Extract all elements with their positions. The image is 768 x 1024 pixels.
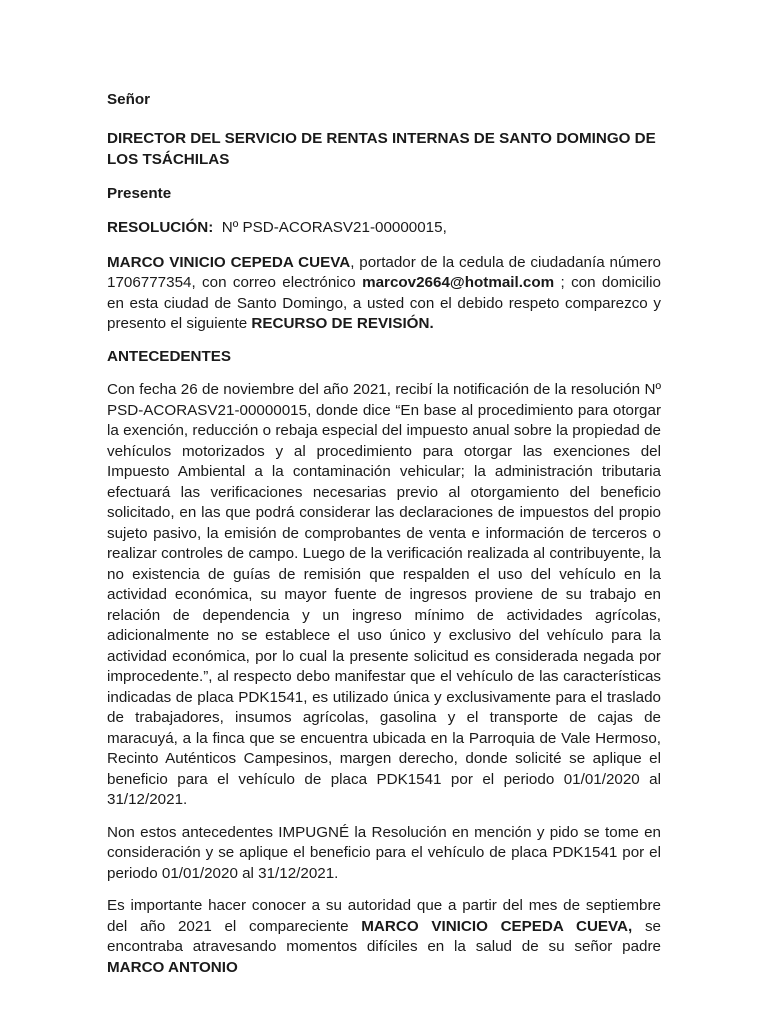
email-address: marcov2664@hotmail.com: [362, 274, 555, 291]
father-name: MARCO ANTONIO: [107, 958, 238, 976]
intro-paragraph: [107, 253, 661, 335]
resolution-reference: [107, 218, 661, 239]
intro-text-1: , portador de la cedula de ciudadanía número 1706777354, con correo electrónico: [107, 253, 661, 291]
paragraph-3-name: MARCO VINICIO CEPEDA CUEVA,: [361, 917, 633, 935]
section-heading-antecedentes: ANTECEDENTES: [107, 347, 232, 365]
letter-body: [107, 90, 661, 990]
resolution-label: RESOLUCIÓN:: [107, 219, 214, 236]
recurso-label: RECURSO DE REVISIÓN.: [251, 315, 434, 332]
addressee: DIRECTOR DEL SERVICIO DE RENTAS INTERNAS DE SANTO DOMINGO DE LOS TSÁCHILAS: [107, 129, 656, 168]
paragraph-3-text-2: se encontraba atravesando momentos difíciles en la salud de su señor padre: [107, 917, 661, 955]
presente: Presente: [107, 184, 172, 202]
antecedentes-paragraph-1: Con fecha 26 de noviembre del año 2021, recibí la notificación de la resolución Nº PSD-ACORASV21-00000015, donde dice “En base al procedimiento para otorgar la exención, reducción o rebaja especial del impuesto anual sobre la propiedad de vehículos motorizados y al procedimiento para otorgar las exenciones del Impuesto Ambiental a la contaminación vehicular; la administración tributaria efectuará las verificaciones necesarias previo al otorgamiento del beneficio solicitado, en las que podrá considerar las declaraciones de impuestos del propio sujeto pasivo, la emisión de comprobantes de venta e información de terceros o realizar controles de campo. Luego de la verificación realizada al contribuyente, la no existencia de guías de remisión que respalden el uso del vehículo en la actividad económica, su mayor fuente de ingresos proviene de su trabajo en relación de dependencia y un ingreso mínimo de actividades agrícolas, adicionalmente no se establece el uso único y exclusivo del vehículo para la actividad económica, por lo cual la presente solicitud es considerada negada por improcedente.”, al respecto debo manifestar que el vehículo de las características indicadas de placa PDK1541, es utilizado única y exclusivamente para el traslado de trabajadores, insumos agrícolas, gasolina y el transporte de cajas de maracuyá, a la finca que se encuentra ubicada en la Parroquia de Vale Hermoso, Recinto Auténticos Campesinos, margen derecho, donde solicité se aplique el beneficio para el vehículo de placa PDK1541 por el periodo 01/01/2020 al 31/12/2021.: [107, 381, 661, 808]
petitioner-name: MARCO VINICIO CEPEDA CUEVA: [107, 253, 351, 271]
antecedentes-paragraph-3: [107, 896, 661, 978]
salutation: Señor: [107, 91, 151, 108]
resolution-number: Nº PSD-ACORASV21-00000015,: [221, 219, 447, 236]
antecedentes-paragraph-2: Non estos antecedentes IMPUGNÉ la Resolución en mención y pido se tome en consideración y se aplique el beneficio para el vehículo de placa PDK1541 por el periodo 01/01/2020 al 31/12/2021.: [107, 823, 661, 882]
intro-text-2: ; con domicilio en esta ciudad de Santo Domingo, a usted con el debido respeto comparezco y presento el siguiente: [107, 274, 661, 332]
paragraph-3-text-1: Es importante hacer conocer a su autoridad que a partir del mes de septiembre del año 2021 el compareciente: [107, 897, 661, 935]
